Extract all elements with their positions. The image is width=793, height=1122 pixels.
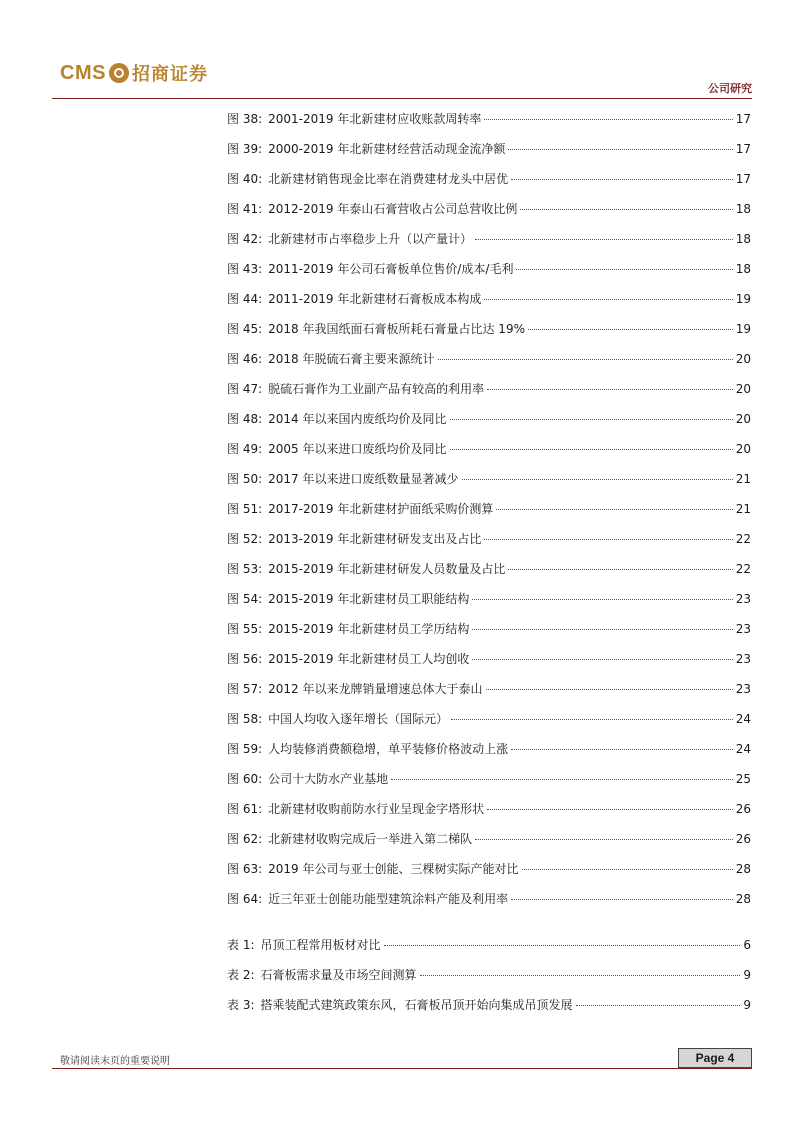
toc-entry-label: 图 60:	[227, 772, 263, 786]
toc-leader-dots	[486, 689, 733, 690]
toc-entry-page: 20	[735, 352, 751, 366]
toc-leader-dots	[391, 779, 733, 780]
toc-entry-page: 18	[735, 202, 751, 216]
toc-entry[interactable]	[227, 614, 751, 644]
toc-entry-page: 28	[735, 892, 751, 906]
toc-entry[interactable]	[227, 704, 751, 734]
table-list	[227, 930, 751, 1020]
toc-entry-page: 28	[735, 862, 751, 876]
toc-entry-label: 图 41:	[227, 202, 263, 216]
toc-entry[interactable]	[227, 854, 751, 884]
toc-entry-title: 中国人均收入逐年增长（国际元）	[268, 712, 449, 726]
toc-entry-page: 21	[735, 472, 751, 486]
toc-leader-dots	[438, 359, 733, 360]
toc-entry-title: 2017-2019 年北新建材护面纸采购价测算	[268, 502, 494, 516]
toc-entry-title: 北新建材市占率稳步上升（以产量计）	[268, 232, 473, 246]
toc-entry-title: 2015-2019 年北新建材员工职能结构	[268, 592, 470, 606]
toc-entry-page: 22	[735, 532, 751, 546]
disclaimer-notice: 敬请阅读末页的重要说明	[60, 1056, 170, 1067]
toc-leader-dots	[508, 569, 732, 570]
toc-entry-page: 18	[735, 232, 751, 246]
toc-entry-page: 19	[735, 322, 751, 336]
toc-entry-label: 图 40:	[227, 172, 263, 186]
toc-leader-dots	[516, 269, 732, 270]
toc-entry-title: 2014 年以来国内废纸均价及同比	[268, 412, 447, 426]
toc-entry-label: 图 62:	[227, 832, 263, 846]
footer-divider	[52, 1068, 752, 1069]
toc-entry-title: 2000-2019 年北新建材经营活动现金流净额	[268, 142, 506, 156]
figure-list	[227, 104, 751, 914]
toc-leader-dots	[487, 389, 733, 390]
toc-leader-dots	[420, 975, 741, 976]
toc-entry-page: 24	[735, 742, 751, 756]
toc-entry[interactable]	[227, 794, 751, 824]
toc-leader-dots	[487, 809, 733, 810]
toc-entry-title: 2018 年脱硫石膏主要来源统计	[268, 352, 435, 366]
list-spacer	[227, 914, 751, 930]
table-of-contents	[227, 104, 751, 1020]
toc-leader-dots	[451, 719, 733, 720]
toc-entry-title: 2005 年以来进口废纸均价及同比	[268, 442, 447, 456]
toc-entry[interactable]	[227, 524, 751, 554]
logo-chinese-name: 招商证券	[131, 64, 208, 85]
toc-entry-label: 图 46:	[227, 352, 263, 366]
toc-entry-label: 图 48:	[227, 412, 263, 426]
toc-entry-page: 23	[735, 592, 751, 606]
toc-entry-title: 搭乘装配式建筑政策东风，石膏板吊顶开始向集成吊顶发展	[260, 998, 573, 1012]
toc-entry-label: 图 38:	[227, 112, 263, 126]
toc-entry-label: 图 39:	[227, 142, 263, 156]
toc-entry-page: 17	[735, 112, 751, 126]
toc-leader-dots	[484, 299, 732, 300]
toc-leader-dots	[384, 945, 741, 946]
toc-leader-dots	[496, 509, 732, 510]
toc-entry-title: 北新建材销售现金比率在消费建材龙头中居优	[268, 172, 509, 186]
toc-leader-dots	[511, 179, 733, 180]
toc-entry-label: 图 43:	[227, 262, 263, 276]
toc-entry-label: 图 47:	[227, 382, 263, 396]
toc-entry-page: 26	[735, 802, 751, 816]
toc-entry-title: 人均装修消费额稳增，单平装修价格波动上涨	[268, 742, 509, 756]
toc-leader-dots	[472, 629, 732, 630]
header-divider	[52, 98, 752, 99]
toc-entry-title: 脱硫石膏作为工业副产品有较高的利用率	[268, 382, 485, 396]
toc-leader-dots	[508, 149, 732, 150]
page-footer	[52, 1046, 752, 1076]
toc-entry[interactable]	[227, 494, 751, 524]
toc-entry-title: 2015-2019 年北新建材员工人均创收	[268, 652, 470, 666]
toc-entry-page: 20	[735, 382, 751, 396]
toc-entry[interactable]	[227, 254, 751, 284]
toc-leader-dots	[450, 449, 733, 450]
toc-leader-dots	[462, 479, 733, 480]
toc-entry[interactable]	[227, 554, 751, 584]
toc-leader-dots	[522, 869, 733, 870]
page-header	[52, 56, 752, 100]
toc-leader-dots	[528, 329, 733, 330]
toc-entry[interactable]	[227, 764, 751, 794]
toc-entry-label: 图 49:	[227, 442, 263, 456]
toc-entry-label: 图 64:	[227, 892, 263, 906]
toc-entry-label: 图 44:	[227, 292, 263, 306]
toc-entry-label: 图 42:	[227, 232, 263, 246]
toc-entry-page: 22	[735, 562, 751, 576]
toc-entry[interactable]	[227, 734, 751, 764]
toc-entry[interactable]	[227, 284, 751, 314]
logo-mark-icon	[109, 63, 129, 83]
toc-entry[interactable]	[227, 990, 751, 1020]
toc-entry-title: 2012 年以来龙牌销量增速总体大于泰山	[268, 682, 483, 696]
toc-entry[interactable]	[227, 104, 751, 134]
toc-entry[interactable]	[227, 374, 751, 404]
toc-entry-title: 石膏板需求量及市场空间测算	[260, 968, 417, 982]
toc-entry[interactable]	[227, 644, 751, 674]
toc-entry-title: 2012-2019 年泰山石膏营收占公司总营收比例	[268, 202, 518, 216]
toc-entry-page: 9	[743, 998, 751, 1012]
toc-leader-dots	[475, 239, 733, 240]
toc-entry-title: 2015-2019 年北新建材研发人员数量及占比	[268, 562, 506, 576]
toc-entry[interactable]	[227, 824, 751, 854]
toc-entry-page: 24	[735, 712, 751, 726]
toc-entry-page: 20	[735, 442, 751, 456]
toc-entry-page: 25	[735, 772, 751, 786]
toc-entry-label: 图 51:	[227, 502, 263, 516]
toc-entry-label: 图 55:	[227, 622, 263, 636]
toc-entry-title: 2015-2019 年北新建材员工学历结构	[268, 622, 470, 636]
toc-entry-title: 2001-2019 年北新建材应收账款周转率	[268, 112, 482, 126]
toc-entry-label: 图 56:	[227, 652, 263, 666]
toc-entry[interactable]	[227, 314, 751, 344]
report-section-label: 公司研究	[708, 82, 752, 95]
toc-entry-title: 2013-2019 年北新建材研发支出及占比	[268, 532, 482, 546]
toc-entry-page: 26	[735, 832, 751, 846]
toc-entry-title: 2017 年以来进口废纸数量显著减少	[268, 472, 459, 486]
toc-entry[interactable]	[227, 960, 751, 990]
toc-leader-dots	[484, 539, 732, 540]
page-number-badge: Page 4	[678, 1048, 752, 1068]
toc-entry-page: 19	[735, 292, 751, 306]
toc-entry-label: 图 52:	[227, 532, 263, 546]
logo-text: CMS	[60, 61, 106, 84]
toc-entry[interactable]	[227, 404, 751, 434]
toc-entry-title: 近三年亚士创能功能型建筑涂料产能及利用率	[268, 892, 509, 906]
toc-leader-dots	[475, 839, 733, 840]
toc-entry-page: 9	[743, 968, 751, 982]
toc-entry[interactable]	[227, 434, 751, 464]
toc-entry-page: 23	[735, 652, 751, 666]
toc-entry-title: 2018 年我国纸面石膏板所耗石膏量占比达 19%	[268, 322, 525, 336]
toc-entry[interactable]	[227, 584, 751, 614]
toc-entry-title: 公司十大防水产业基地	[268, 772, 389, 786]
toc-entry[interactable]	[227, 224, 751, 254]
toc-entry-label: 图 61:	[227, 802, 263, 816]
toc-entry[interactable]	[227, 884, 751, 914]
toc-entry-page: 18	[735, 262, 751, 276]
toc-entry-title: 2011-2019 年公司石膏板单位售价/成本/毛利	[268, 262, 514, 276]
toc-entry-page: 6	[743, 938, 751, 952]
toc-entry-label: 图 57:	[227, 682, 263, 696]
toc-entry-label: 图 50:	[227, 472, 263, 486]
toc-entry-label: 图 54:	[227, 592, 263, 606]
toc-entry-page: 17	[735, 172, 751, 186]
toc-entry-label: 图 63:	[227, 862, 263, 876]
toc-entry-label: 图 59:	[227, 742, 263, 756]
toc-leader-dots	[472, 599, 732, 600]
toc-entry[interactable]	[227, 134, 751, 164]
toc-entry-page: 23	[735, 682, 751, 696]
toc-entry-title: 北新建材收购前防水行业呈现金字塔形状	[268, 802, 485, 816]
toc-entry[interactable]	[227, 930, 751, 960]
toc-entry[interactable]	[227, 464, 751, 494]
toc-leader-dots	[511, 899, 733, 900]
toc-leader-dots	[576, 1005, 741, 1006]
toc-entry-page: 20	[735, 412, 751, 426]
toc-entry-label: 图 53:	[227, 562, 263, 576]
toc-entry-page: 23	[735, 622, 751, 636]
toc-entry-label: 表 1:	[227, 938, 255, 952]
toc-entry[interactable]	[227, 674, 751, 704]
toc-entry-page: 21	[735, 502, 751, 516]
toc-entry-label: 图 58:	[227, 712, 263, 726]
toc-leader-dots	[484, 119, 732, 120]
toc-entry-label: 图 45:	[227, 322, 263, 336]
toc-entry-page: 17	[735, 142, 751, 156]
toc-entry-title: 2011-2019 年北新建材石膏板成本构成	[268, 292, 482, 306]
toc-leader-dots	[520, 209, 732, 210]
toc-entry-title: 吊顶工程常用板材对比	[260, 938, 381, 952]
toc-entry-title: 北新建材收购完成后一举进入第二梯队	[268, 832, 473, 846]
toc-leader-dots	[450, 419, 733, 420]
company-logo	[60, 60, 208, 86]
toc-leader-dots	[472, 659, 732, 660]
toc-entry[interactable]	[227, 344, 751, 374]
toc-leader-dots	[511, 749, 733, 750]
toc-entry-label: 表 3:	[227, 998, 255, 1012]
toc-entry-title: 2019 年公司与亚士创能、三棵树实际产能对比	[268, 862, 519, 876]
toc-entry[interactable]	[227, 194, 751, 224]
toc-entry-label: 表 2:	[227, 968, 255, 982]
toc-entry[interactable]	[227, 164, 751, 194]
